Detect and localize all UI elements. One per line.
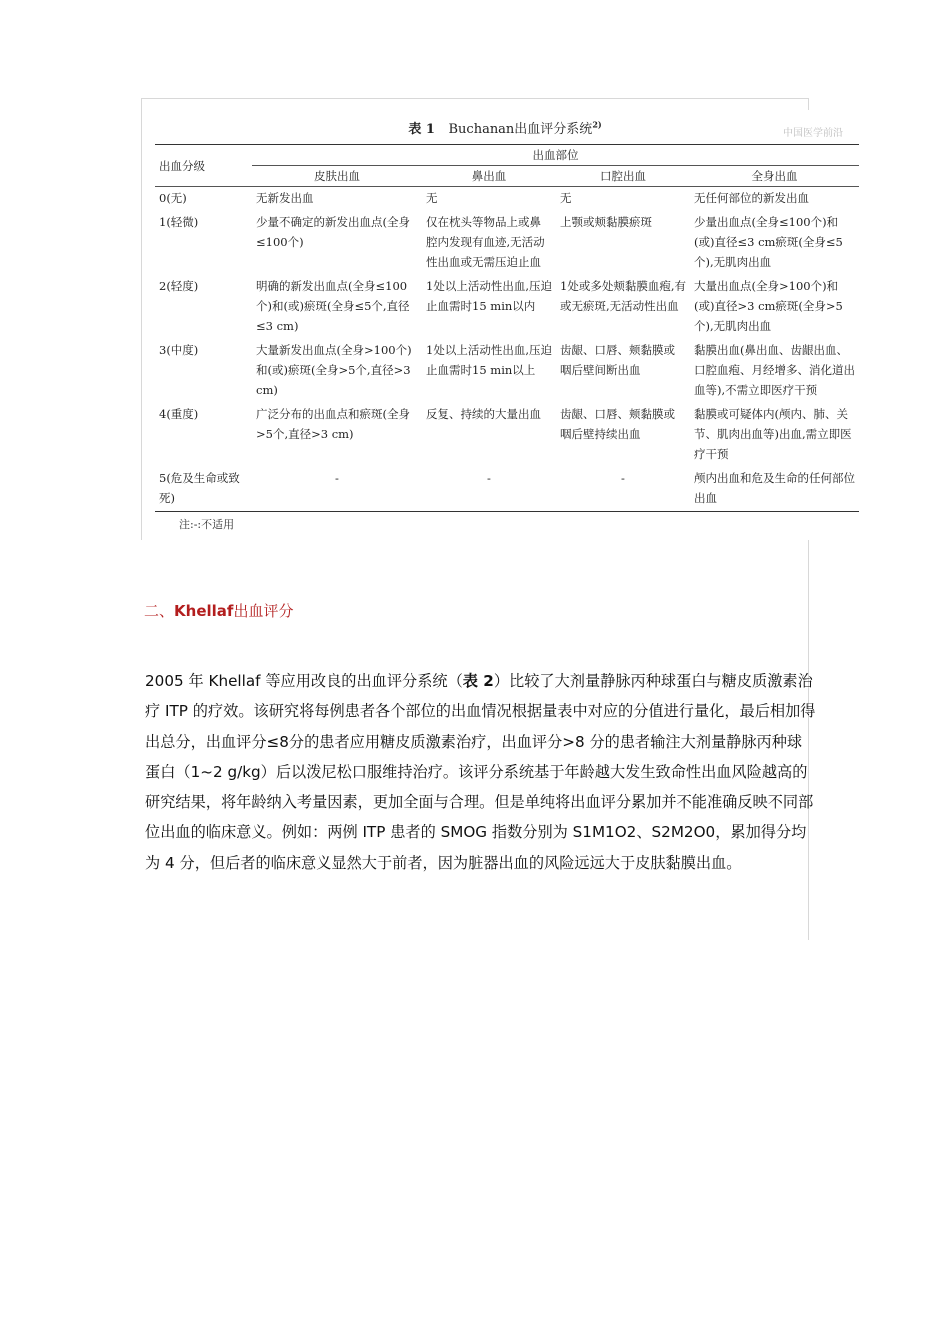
row-grade: 2(轻度) (159, 279, 199, 293)
row-mouth: 齿龈、口唇、颊黏膜或咽后壁间断出血 (560, 343, 675, 377)
para-part1: 2005 年 Khellaf 等应用改良的出血评分系统（ (145, 672, 463, 690)
row-grade: 5(危及生命或致死) (159, 471, 240, 505)
row-body: 黏膜或可疑体内(颅内、肺、关节、肌肉出血等)出血,需立即医疗干预 (694, 407, 852, 461)
header-skin: 皮肤出血 (314, 169, 360, 183)
table-row (155, 275, 859, 339)
row-nose: 仅在枕头等物品上或鼻腔内发现有血迹,无活动性出血或无需压迫止血 (426, 215, 545, 269)
table-caption-text: Buchanan出血评分系统 (448, 122, 593, 137)
row-body: 大量出血点(全身>100个)和(或)直径>3 cm瘀斑(全身>5个),无肌肉出血 (694, 279, 843, 333)
header-grade: 出血分级 (155, 145, 252, 187)
header-site: 出血部位 (252, 145, 859, 166)
frame-line-left (141, 98, 142, 540)
row-mouth: 齿龈、口唇、颊黏膜或咽后壁持续出血 (560, 407, 675, 441)
table-row (155, 339, 859, 403)
row-skin: 无新发出血 (256, 191, 314, 205)
heading-bold: Khellaf (174, 602, 234, 620)
row-grade: 1(轻微) (159, 215, 199, 229)
row-grade: 0(无) (159, 191, 187, 205)
table-row (155, 211, 859, 275)
para-part2: ）比较了大剂量静脉丙种球蛋白与糖皮质激素治疗 ITP 的疗效。该研究将每例患者各个部位的出血情况根据量表中对应的分值进行量化，最后相加得出总分，出血评分≤8分的患者应用糖皮质激素治疗，出血评分>8 分的患者输注大剂量静脉丙种球蛋白（1~2 g/kg）后以泼尼松口服维持治疗。该评分系统基于年龄越大发生致命性出血风险越高的研究结果，将年龄纳入考量因素，更加全面与合理。但是单纯将出血评分累加并不能准确反映不同部位出血的临床意义。例如：两例 ITP 患者的 SMOG 指数分别为 S1M1O2、S2M2O0，累加得分均为 4 分，但后者的临床意义显然大于前者，因为脏器出血的风险远远大于皮肤黏膜出血。 (145, 672, 816, 872)
table-row (155, 187, 859, 212)
header-mouth: 口腔出血 (600, 169, 646, 183)
row-nose: 1处以上活动性出血,压迫止血需时15 min以上 (426, 343, 552, 377)
header-nose: 鼻出血 (471, 169, 507, 183)
row-mouth: 无 (560, 191, 572, 205)
row-nose: 1处以上活动性出血,压迫止血需时15 min以内 (426, 279, 552, 313)
row-body: 无任何部位的新发出血 (694, 191, 809, 205)
header-body: 全身出血 (751, 169, 798, 183)
row-skin: 明确的新发出血点(全身≤100个)和(或)瘀斑(全身≤5个,直径≤3 cm) (256, 279, 410, 333)
table-caption-number: 表 1 (408, 122, 435, 137)
table-2-reference: 表 2 (462, 672, 494, 690)
bleeding-score-table (155, 144, 859, 512)
row-mouth: 上颚或颊黏膜瘀斑 (560, 215, 652, 229)
heading-prefix: 二、 (144, 602, 175, 620)
table-caption (147, 118, 863, 137)
row-skin: - (335, 471, 339, 485)
row-nose: 反复、持续的大量出血 (426, 407, 541, 421)
watermark-logo: 中国医学前沿 (783, 128, 843, 139)
section-heading (144, 600, 293, 621)
row-body: 颅内出血和危及生命的任何部位出血 (694, 471, 855, 505)
row-body: 黏膜出血(鼻出血、齿龈出血、口腔血疱、月经增多、消化道出血等),不需立即医疗干预 (694, 343, 855, 397)
table-row (155, 467, 859, 512)
row-grade: 4(重度) (159, 407, 199, 421)
heading-rest: 出血评分 (233, 602, 294, 620)
buchanan-table-figure (147, 110, 863, 540)
table-row (155, 403, 859, 467)
table-caption-ref: 2) (592, 119, 602, 130)
row-skin: 少量不确定的新发出血点(全身≤100个) (256, 215, 410, 249)
table-note: 注:-:不适用 (179, 518, 235, 531)
row-nose: 无 (426, 191, 438, 205)
body-paragraph (145, 666, 817, 878)
row-nose: - (487, 471, 491, 485)
row-skin: 广泛分布的出血点和瘀斑(全身>5个,直径>3 cm) (256, 407, 410, 441)
row-grade: 3(中度) (159, 343, 199, 357)
row-mouth: 1处或多处颊黏膜血疱,有或无瘀斑,无活动性出血 (560, 279, 686, 313)
row-skin: 大量新发出血点(全身>100个)和(或)瘀斑(全身>5个,直径>3 cm) (256, 343, 412, 397)
frame-line-top (141, 98, 809, 99)
row-mouth: - (621, 471, 625, 485)
row-body: 少量出血点(全身≤100个)和(或)直径≤3 cm瘀斑(全身≤5个),无肌肉出血 (694, 215, 843, 269)
